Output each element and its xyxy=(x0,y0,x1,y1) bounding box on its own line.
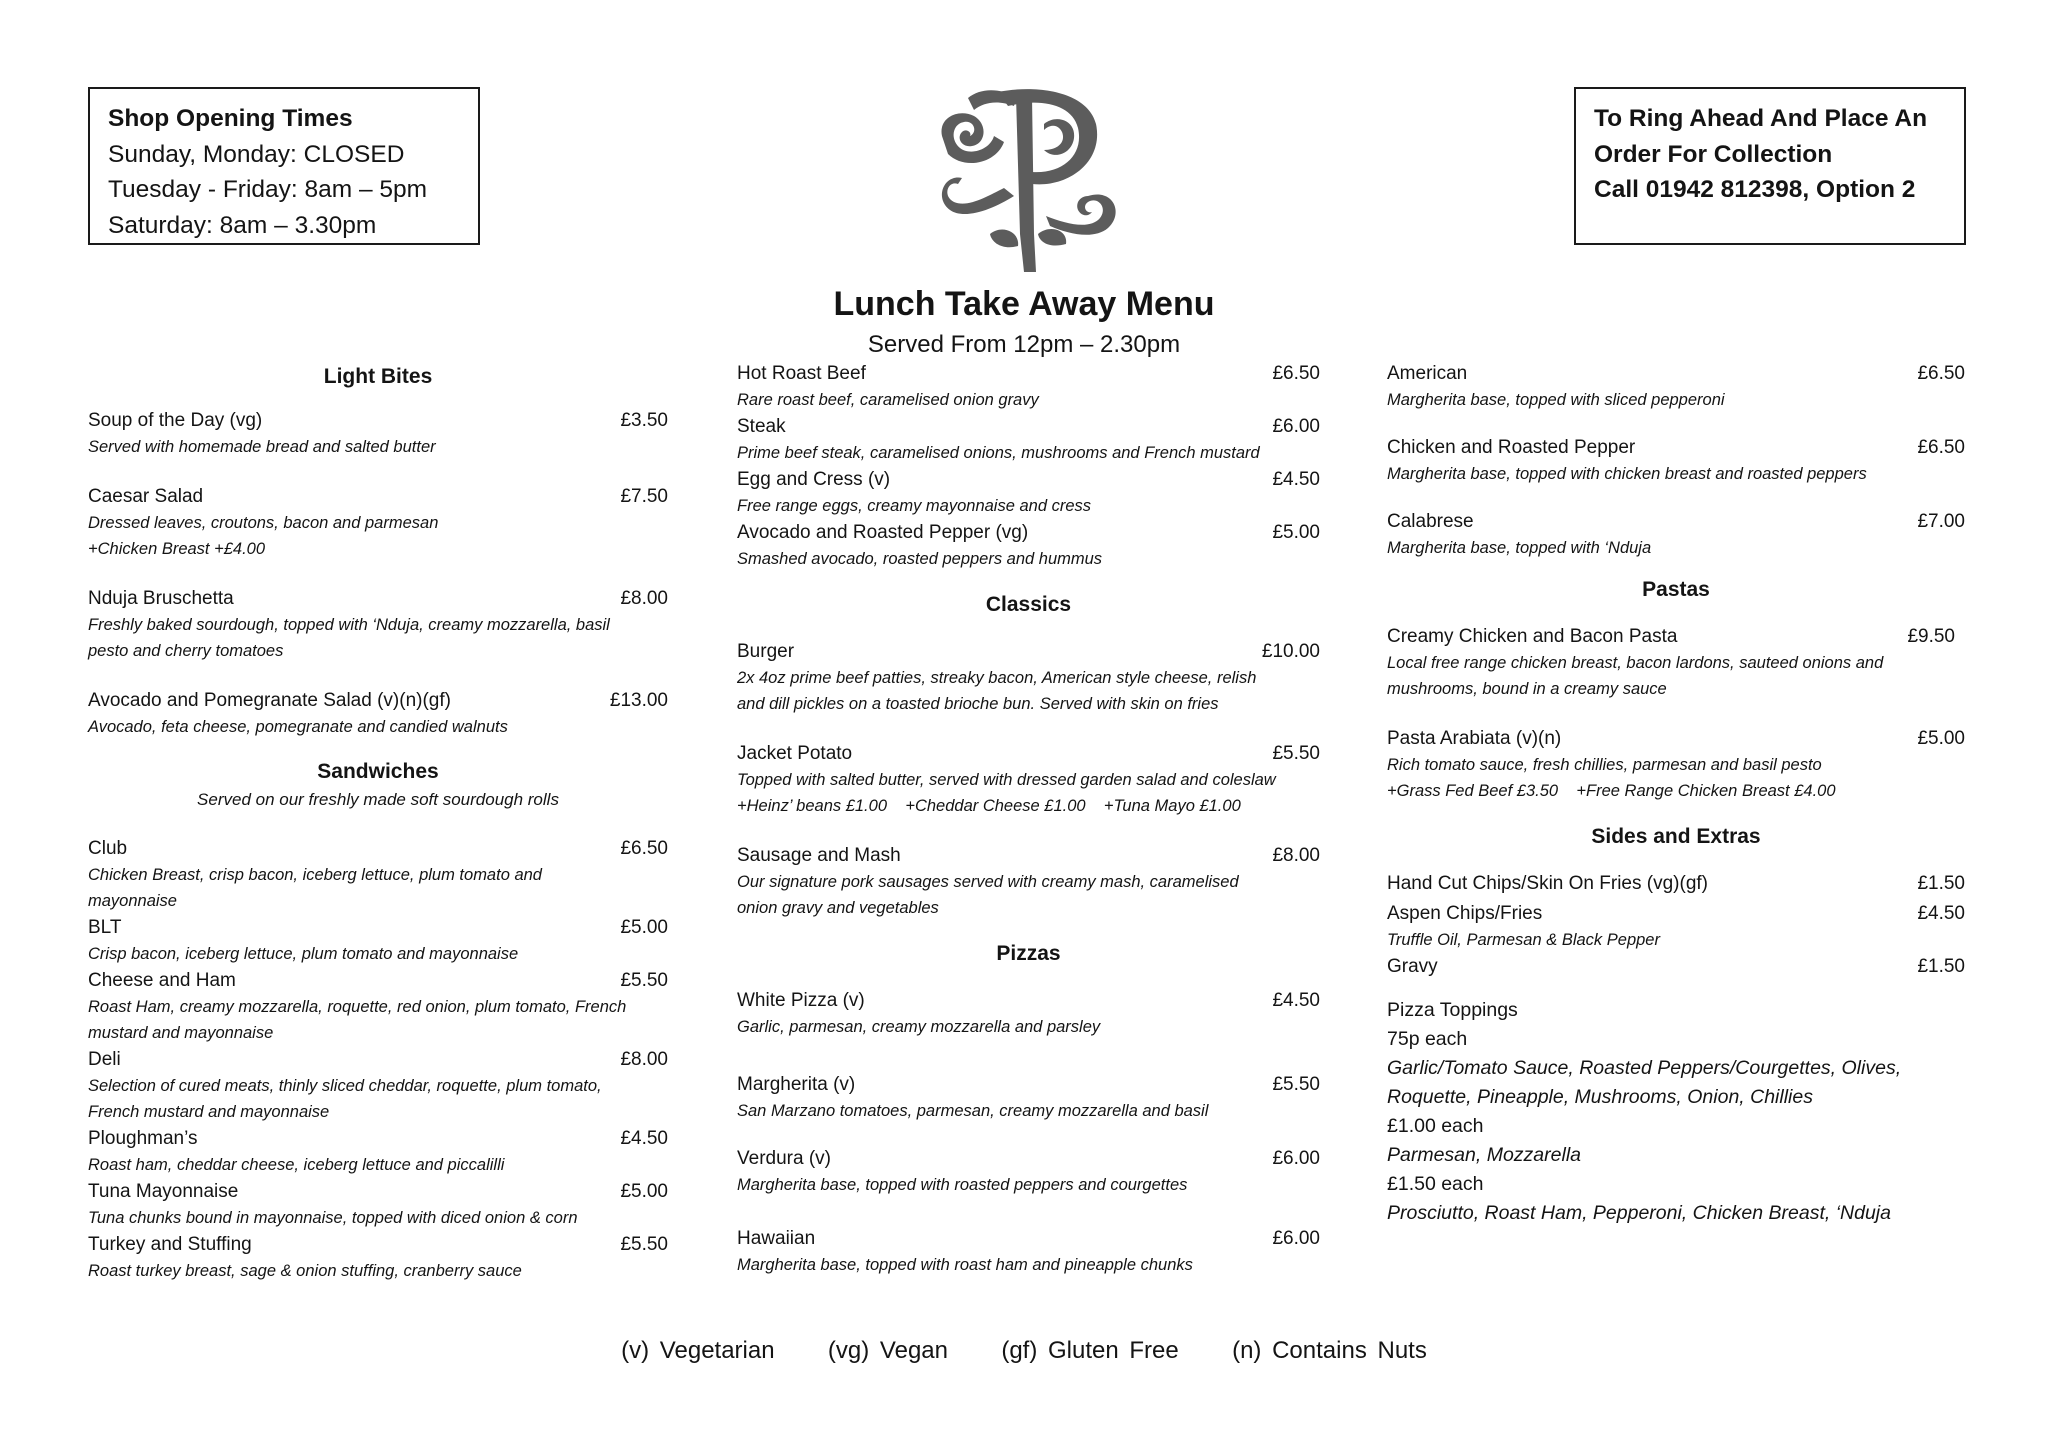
item-price: £4.50 xyxy=(1272,990,1320,1011)
item-name: Chicken and Roasted Pepper xyxy=(1387,437,1636,458)
item-description: Roast ham, cheddar cheese, iceberg lettuce and piccalilli xyxy=(88,1156,505,1174)
toppings-list: Roquette, Pineapple, Mushrooms, Onion, Chillies xyxy=(1387,1086,1813,1108)
ring-ahead-phone: Call 01942 812398, Option 2 xyxy=(1594,176,1916,203)
item-name: Burger xyxy=(737,641,795,662)
legend-gluten-free: (gf) Gluten Free xyxy=(1001,1337,1179,1364)
item-price: £3.50 xyxy=(620,410,668,431)
item-price: £1.50 xyxy=(1917,956,1965,977)
menu-item xyxy=(88,483,668,562)
item-description: Rich tomato sauce, fresh chillies, parmesan and basil pesto xyxy=(1387,756,1822,774)
item-description: Free range eggs, creamy mayonnaise and cress xyxy=(737,497,1092,515)
menu-item xyxy=(737,1071,1320,1124)
menu-item xyxy=(1387,623,1965,702)
menu-item xyxy=(737,987,1320,1040)
item-price: £5.00 xyxy=(620,1181,668,1202)
item-name: American xyxy=(1387,363,1468,384)
item-name: Tuna Mayonnaise xyxy=(88,1181,239,1202)
section-pastas xyxy=(1387,575,1965,804)
item-description: Roast turkey breast, sage & onion stuffing, cranberry sauce xyxy=(88,1262,522,1280)
item-description: Margherita base, topped with chicken breast and roasted peppers xyxy=(1387,465,1867,483)
section-subtitle: Served on our freshly made soft sourdough rolls xyxy=(197,790,559,809)
legend-vegan: (vg) Vegan xyxy=(827,1337,948,1364)
item-name: Aspen Chips/Fries xyxy=(1387,903,1543,924)
ring-ahead-line: Order For Collection xyxy=(1594,140,1833,168)
item-name: Creamy Chicken and Bacon Pasta xyxy=(1387,626,1678,647)
section-pizzas-continued xyxy=(1387,360,1965,561)
menu-subtitle: Served From 12pm – 2.30pm xyxy=(867,331,1181,358)
menu-item xyxy=(737,466,1320,519)
item-name: Gravy xyxy=(1387,956,1438,977)
opening-times-line: Sunday, Monday: CLOSED xyxy=(108,140,405,168)
menu-item xyxy=(1387,953,1965,980)
item-price: £6.00 xyxy=(1272,1148,1320,1169)
item-description: +Grass Fed Beef £3.50 +Free Range Chicken Breast £4.00 xyxy=(1387,782,1836,800)
legend-vegetarian: (v) Vegetarian xyxy=(621,1337,775,1364)
item-description: Crisp bacon, iceberg lettuce, plum tomato and mayonnaise xyxy=(88,945,519,963)
item-description: Truffle Oil, Parmesan & Black Pepper xyxy=(1387,931,1660,949)
item-description: +Chicken Breast +£4.00 xyxy=(88,540,266,558)
item-description: mustard and mayonnaise xyxy=(88,1024,274,1042)
item-price: £6.00 xyxy=(1272,1228,1320,1249)
opening-times-line: Saturday: 8am – 3.30pm xyxy=(108,211,377,239)
p-monogram-logo xyxy=(928,84,1128,274)
dietary-legend xyxy=(0,1334,2048,1368)
item-price: £6.50 xyxy=(1272,363,1320,384)
section-sandwiches-continued xyxy=(737,360,1320,572)
section-classics xyxy=(737,590,1320,921)
item-description: Our signature pork sausages served with creamy mash, caramelised xyxy=(737,873,1239,891)
item-description: Dressed leaves, croutons, bacon and parmesan xyxy=(88,514,439,532)
item-description: Freshly baked sourdough, topped with ‘Nduja, creamy mozzarella, basil xyxy=(88,616,610,634)
menu-item xyxy=(737,740,1320,819)
opening-times-line: Tuesday - Friday: 8am – 5pm xyxy=(108,176,428,203)
item-name: Calabrese xyxy=(1387,511,1474,532)
item-description: 2x 4oz prime beef patties, streaky bacon, American style cheese, relish xyxy=(737,669,1257,687)
section-title: Classics xyxy=(985,593,1072,616)
item-name: Avocado and Pomegranate Salad (v)(n)(gf) xyxy=(88,690,451,711)
section-pizzas xyxy=(737,939,1320,1278)
opening-times-title: Shop Opening Times xyxy=(108,105,353,132)
item-description: Rare roast beef, caramelised onion gravy xyxy=(737,391,1039,409)
item-price: £5.00 xyxy=(620,917,668,938)
item-price: £5.50 xyxy=(1272,743,1320,764)
item-name: Hand Cut Chips/Skin On Fries (vg)(gf) xyxy=(1387,873,1708,894)
menu-column-2 xyxy=(737,360,1320,1278)
toppings-price: 75p each xyxy=(1387,1028,1468,1050)
ring-ahead-line: To Ring Ahead And Place An xyxy=(1594,105,1928,132)
menu-item xyxy=(737,519,1320,572)
menu-item xyxy=(1387,360,1965,413)
menu-item xyxy=(1387,900,1965,953)
item-price: £10.00 xyxy=(1261,641,1320,662)
menu-column-1 xyxy=(88,360,668,1284)
menu-title: Lunch Take Away Menu xyxy=(833,285,1215,323)
item-description: Selection of cured meats, thinly sliced cheddar, roquette, plum tomato, xyxy=(88,1077,602,1095)
item-price: £5.50 xyxy=(620,970,668,991)
item-price: £7.50 xyxy=(620,486,668,507)
section-title: Light Bites xyxy=(323,365,433,388)
item-description: Local free range chicken breast, bacon lardons, sauteed onions and xyxy=(1387,654,1884,672)
item-price: £5.00 xyxy=(1272,522,1320,543)
item-description: Roast Ham, creamy mozzarella, roquette, red onion, plum tomato, French xyxy=(88,998,627,1016)
item-price: £5.00 xyxy=(1917,728,1965,749)
menu-item xyxy=(737,842,1320,921)
item-name: Sausage and Mash xyxy=(737,845,901,866)
item-name: Club xyxy=(88,838,128,859)
item-name: Deli xyxy=(88,1049,121,1070)
item-description: Margherita base, topped with roast ham and pineapple chunks xyxy=(737,1256,1193,1274)
toppings-list: Parmesan, Mozzarella xyxy=(1387,1144,1581,1166)
item-price: £4.50 xyxy=(1272,469,1320,490)
item-name: Margherita (v) xyxy=(737,1074,856,1095)
item-price: £4.50 xyxy=(620,1128,668,1149)
menu-item xyxy=(88,1125,668,1178)
item-description: mushrooms, bound in a creamy sauce xyxy=(1387,680,1667,698)
item-description: Smashed avocado, roasted peppers and hummus xyxy=(737,550,1103,568)
item-description: Avocado, feta cheese, pomegranate and candied walnuts xyxy=(88,718,508,736)
pizza-toppings-title: Pizza Toppings xyxy=(1387,999,1518,1021)
item-description: Chicken Breast, crisp bacon, iceberg lettuce, plum tomato and xyxy=(88,866,542,884)
item-name: Soup of the Day (vg) xyxy=(88,410,263,431)
item-price: £5.50 xyxy=(1272,1074,1320,1095)
menu-item xyxy=(88,585,668,664)
item-description: Served with homemade bread and salted butter xyxy=(88,438,436,456)
item-description: mayonnaise xyxy=(88,892,177,910)
item-name: Pasta Arabiata (v)(n) xyxy=(1387,728,1562,749)
item-description: Margherita base, topped with roasted peppers and courgettes xyxy=(737,1176,1188,1194)
item-description: Garlic, parmesan, creamy mozzarella and parsley xyxy=(737,1018,1101,1036)
item-name: Jacket Potato xyxy=(737,743,853,764)
item-name: Cheese and Ham xyxy=(88,970,236,991)
item-name: White Pizza (v) xyxy=(737,990,865,1011)
item-price: £6.50 xyxy=(1917,437,1965,458)
item-price: £8.00 xyxy=(1272,845,1320,866)
section-sandwiches xyxy=(88,757,668,1284)
menu-item xyxy=(88,914,668,967)
item-name: Egg and Cress (v) xyxy=(737,469,891,490)
item-description: Topped with salted butter, served with dressed garden salad and coleslaw xyxy=(737,771,1276,789)
item-description: French mustard and mayonnaise xyxy=(88,1103,330,1121)
item-name: Avocado and Roasted Pepper (vg) xyxy=(737,522,1029,543)
toppings-list: Prosciutto, Roast Ham, Pepperoni, Chicken Breast, ‘Nduja xyxy=(1387,1202,1891,1224)
menu-item xyxy=(1387,508,1965,561)
menu-item xyxy=(88,967,668,1046)
menu-item xyxy=(1387,434,1965,487)
item-price: £6.50 xyxy=(620,838,668,859)
item-name: Hot Roast Beef xyxy=(737,363,866,384)
item-price: £8.00 xyxy=(620,1049,668,1070)
menu-item xyxy=(88,407,668,460)
item-name: Nduja Bruschetta xyxy=(88,588,234,609)
menu-item xyxy=(1387,870,1965,897)
section-title: Sides and Extras xyxy=(1591,825,1761,848)
item-price: £6.50 xyxy=(1917,363,1965,384)
item-name: Ploughman’s xyxy=(88,1128,198,1149)
menu-item xyxy=(88,1231,668,1284)
pizza-toppings xyxy=(1387,996,1965,1228)
section-title: Sandwiches xyxy=(317,760,439,783)
item-price: £8.00 xyxy=(620,588,668,609)
item-name: Steak xyxy=(737,416,786,437)
item-description: Prime beef steak, caramelised onions, mushrooms and French mustard xyxy=(737,444,1260,462)
menu-item xyxy=(737,638,1320,717)
menu-item xyxy=(88,687,668,740)
menu-item xyxy=(737,360,1320,413)
item-description: and dill pickles on a toasted brioche bun. Served with skin on fries xyxy=(737,695,1219,713)
menu-item xyxy=(737,1225,1320,1278)
menu-item xyxy=(88,1178,668,1231)
section-title: Pastas xyxy=(1642,578,1710,601)
section-title: Pizzas xyxy=(996,942,1061,965)
toppings-price: £1.00 each xyxy=(1387,1115,1484,1137)
menu-item xyxy=(88,1046,668,1125)
toppings-list: Garlic/Tomato Sauce, Roasted Peppers/Courgettes, Olives, xyxy=(1387,1057,1902,1079)
item-price: £9.50 xyxy=(1907,626,1955,647)
item-description: Margherita base, topped with ‘Nduja xyxy=(1387,539,1652,557)
item-description: onion gravy and vegetables xyxy=(737,899,939,917)
item-description: Tuna chunks bound in mayonnaise, topped with diced onion & corn xyxy=(88,1209,578,1227)
item-price: £5.50 xyxy=(620,1234,668,1255)
item-description: pesto and cherry tomatoes xyxy=(88,642,284,660)
toppings-price: £1.50 each xyxy=(1387,1173,1484,1195)
item-price: £1.50 xyxy=(1917,873,1965,894)
menu-column-3 xyxy=(1387,360,1965,1228)
item-description: +Heinz’ beans £1.00 +Cheddar Cheese £1.00 +Tuna Mayo £1.00 xyxy=(737,797,1241,815)
item-price: £13.00 xyxy=(609,690,668,711)
item-name: Verdura (v) xyxy=(737,1148,831,1169)
section-sides-and-extras xyxy=(1387,822,1965,1228)
item-name: Caesar Salad xyxy=(88,486,204,507)
menu-item xyxy=(737,413,1320,466)
item-price: £7.00 xyxy=(1917,511,1965,532)
item-name: BLT xyxy=(88,917,122,938)
item-price: £4.50 xyxy=(1917,903,1965,924)
item-name: Turkey and Stuffing xyxy=(88,1234,252,1255)
item-price: £6.00 xyxy=(1272,416,1320,437)
section-light-bites xyxy=(88,362,668,740)
item-description: San Marzano tomatoes, parmesan, creamy mozzarella and basil xyxy=(737,1102,1209,1120)
opening-times-box xyxy=(88,87,480,245)
item-name: Hawaiian xyxy=(737,1228,816,1249)
menu-item xyxy=(737,1145,1320,1198)
menu-item xyxy=(1387,725,1965,804)
item-description: Margherita base, topped with sliced pepperoni xyxy=(1387,391,1725,409)
legend-contains-nuts: (n) Contains Nuts xyxy=(1232,1337,1427,1364)
ring-ahead-box xyxy=(1574,87,1966,245)
menu-item xyxy=(88,835,668,914)
